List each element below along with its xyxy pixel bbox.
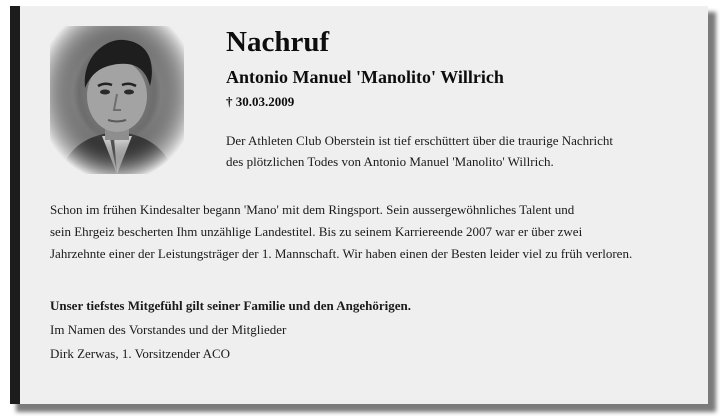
portrait-illustration bbox=[50, 26, 184, 174]
biography-line: Jahrzehnte einer der Leistungsträger der 1. Mannschaft. Wir haben einen der Besten leider viel zu früh verloren. bbox=[50, 246, 633, 261]
obituary-card bbox=[10, 6, 708, 404]
closing-block bbox=[50, 294, 710, 366]
biography-paragraph bbox=[50, 199, 710, 265]
signature-line: Dirk Zerwas, 1. Vorsitzender ACO bbox=[50, 346, 231, 361]
intro-line: des plötzlichen Todes von Antonio Manuel 'Manolito' Willrich. bbox=[226, 154, 554, 169]
death-date: † 30.03.2009 bbox=[226, 94, 295, 109]
condolence-line: Unser tiefstes Mitgefühl gilt seiner Familie und den Angehörigen. bbox=[50, 298, 411, 313]
on-behalf-line: Im Namen des Vorstandes und der Mitglieder bbox=[50, 322, 287, 337]
biography-line: sein Ehrgeiz bescherten Ihm unzählige Landestitel. Bis zu seinem Karriereende 2007 war er über zwei bbox=[50, 224, 583, 239]
deceased-name: Antonio Manuel 'Manolito' Willrich bbox=[226, 67, 504, 87]
biography-line: Schon im frühen Kindesalter begann 'Mano' mit dem Ringsport. Sein aussergewöhnliches Talent und bbox=[50, 202, 575, 217]
intro-paragraph bbox=[226, 130, 696, 172]
intro-line: Der Athleten Club Oberstein ist tief erschüttert über die traurige Nachricht bbox=[226, 133, 613, 148]
notice-title: Nachruf bbox=[226, 26, 330, 58]
portrait-photo bbox=[50, 26, 184, 174]
